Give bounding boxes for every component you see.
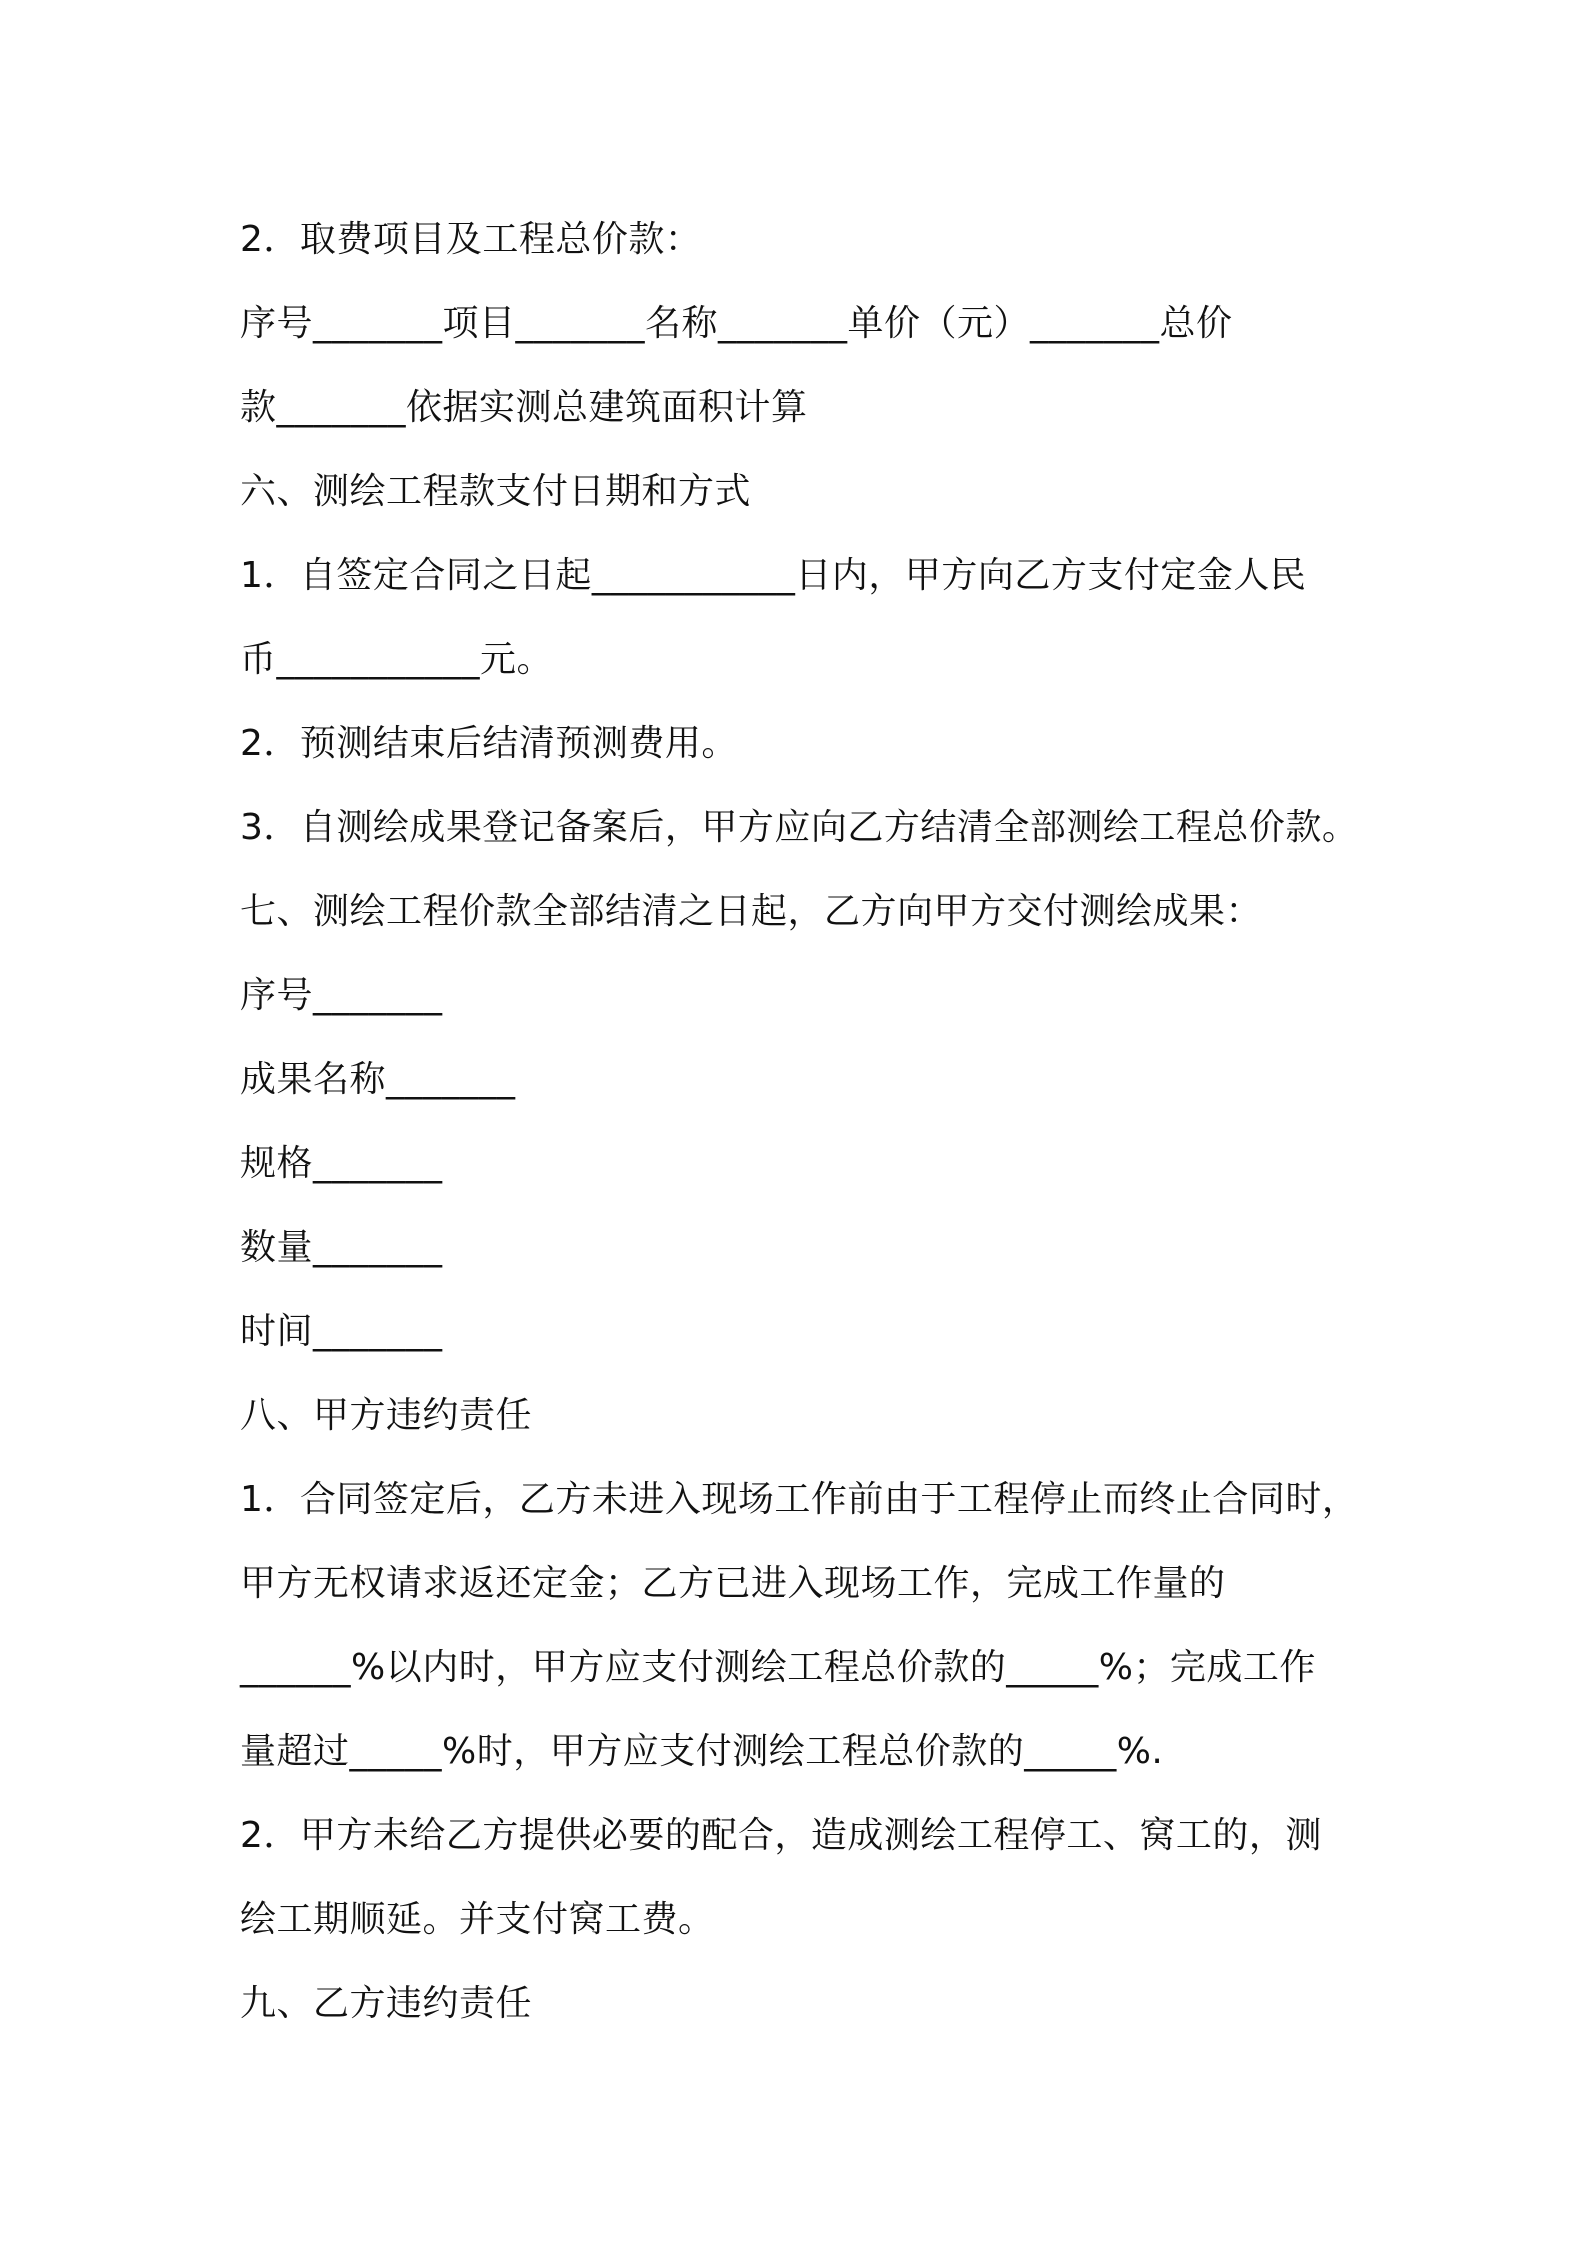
field-serial-number: 序号_______ (240, 975, 443, 1016)
paragraph-cooperation: 2．甲方未给乙方提供必要的配合，造成测绘工程停工、窝工的，测 (240, 1815, 1322, 1856)
paragraph-cooperation-continued: 绘工期顺延。并支付窝工费。 (240, 1899, 715, 1940)
paragraph-termination-continued-1: 甲方无权请求返还定金；乙方已进入现场工作，完成工作量的 (240, 1563, 1226, 1604)
paragraph-termination: 1．合同签定后，乙方未进入现场工作前由于工程停止而终止合同时， (240, 1479, 1359, 1520)
field-result-name: 成果名称_______ (240, 1059, 516, 1100)
field-specification: 规格_______ (240, 1143, 443, 1184)
paragraph-termination-continued-2: ______%以内时，甲方应支付测绘工程总价款的_____%；完成工作 (240, 1647, 1316, 1688)
paragraph-final-settlement: 3．自测绘成果登记备案后，甲方应向乙方结清全部测绘工程总价款。 (240, 807, 1359, 848)
section-heading-party-b-liability: 九、乙方违约责任 (240, 1983, 533, 2024)
paragraph-fee-table-row: 序号_______项目_______名称_______单价（元）_______总价 (240, 303, 1233, 344)
paragraph-fee-table-row-continued: 款_______依据实测总建筑面积计算 (240, 387, 808, 428)
paragraph-fee-items-heading: 2．取费项目及工程总价款： (240, 219, 702, 260)
section-heading-delivery: 七、测绘工程价款全部结清之日起，乙方向甲方交付测绘成果： (240, 891, 1263, 932)
paragraph-termination-continued-3: 量超过_____%时，甲方应支付测绘工程总价款的_____%. (240, 1731, 1164, 1772)
paragraph-prediction-settlement: 2．预测结束后结清预测费用。 (240, 723, 738, 764)
section-heading-payment: 六、测绘工程款支付日期和方式 (240, 471, 752, 512)
document-body (240, 198, 1380, 2046)
field-quantity: 数量_______ (240, 1227, 443, 1268)
field-time: 时间_______ (240, 1311, 443, 1352)
paragraph-deposit: 1．自签定合同之日起___________日内，甲方向乙方支付定金人民 (240, 555, 1307, 596)
paragraph-deposit-continued: 币___________元。 (240, 639, 554, 680)
section-heading-party-a-liability: 八、甲方违约责任 (240, 1395, 533, 1436)
